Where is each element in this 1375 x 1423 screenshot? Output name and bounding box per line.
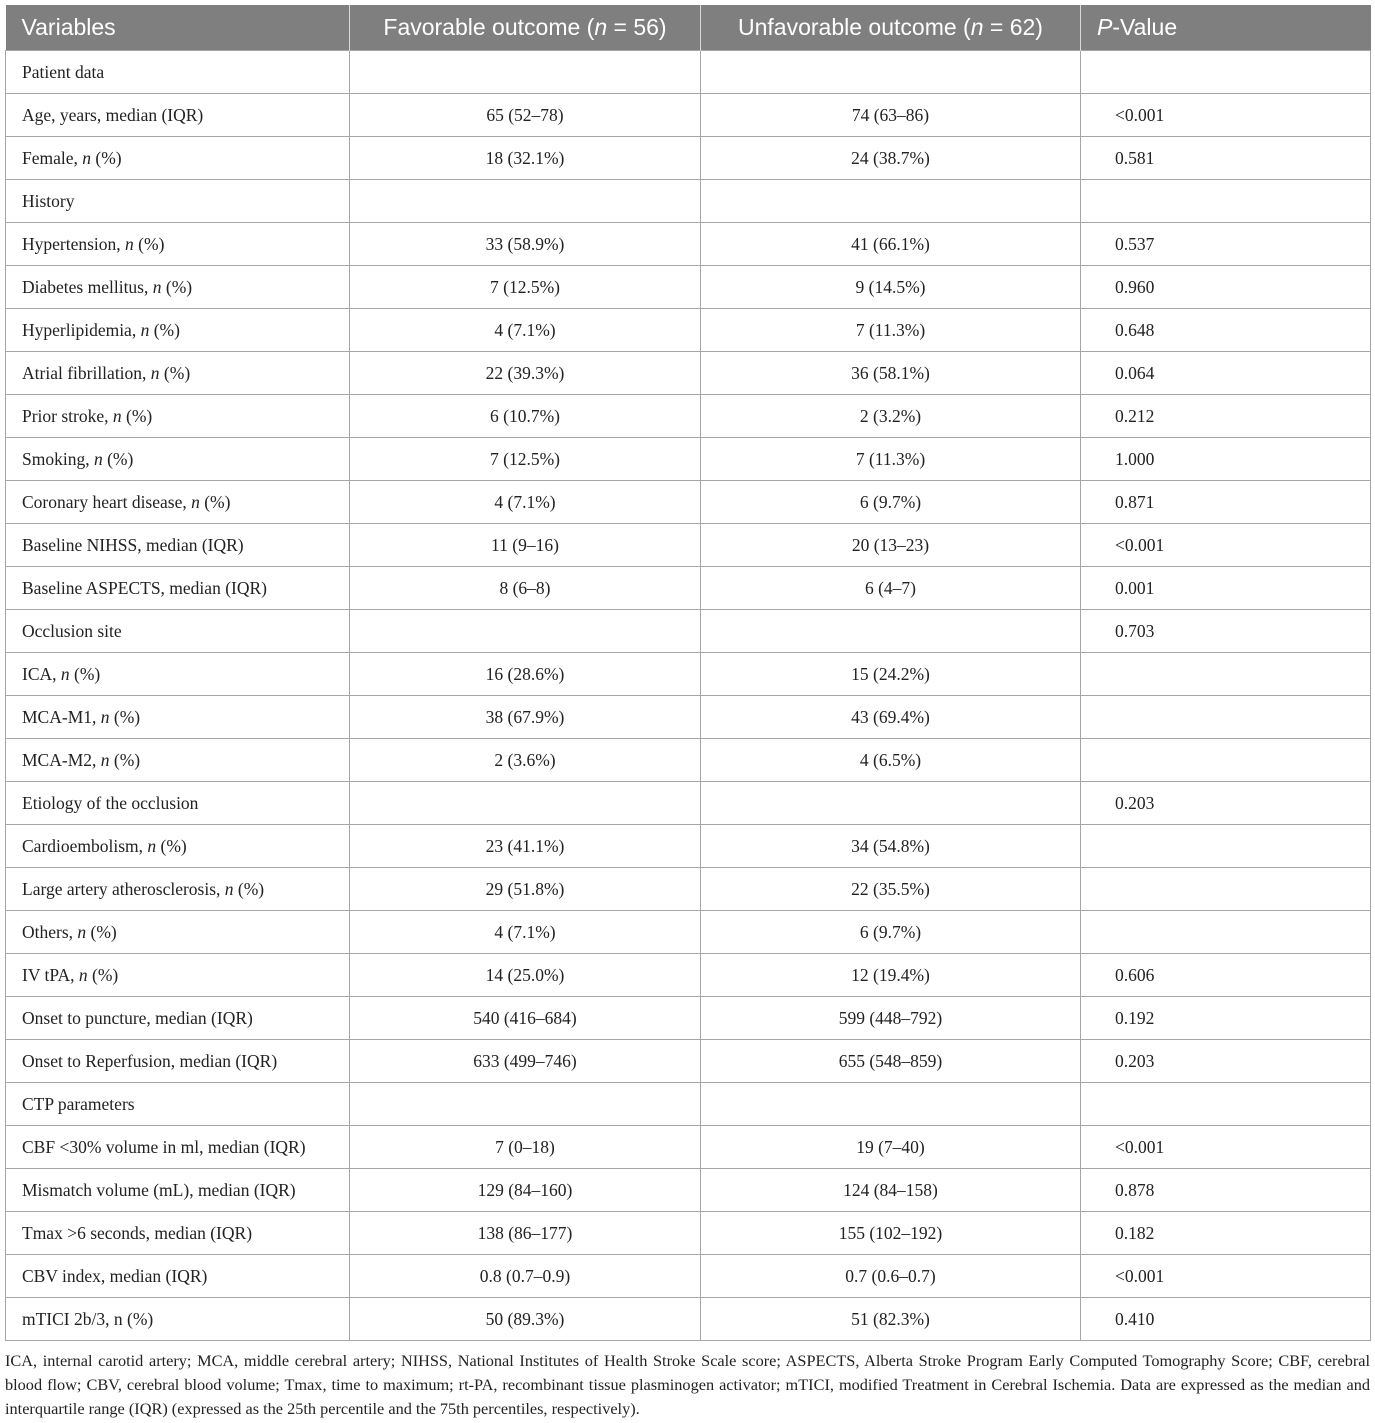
unfavorable-cell: 43 (69.4%) [701, 696, 1081, 739]
favorable-cell: 4 (7.1%) [350, 309, 701, 352]
p-value-cell: <0.001 [1081, 1126, 1371, 1169]
unfavorable-cell [701, 782, 1081, 825]
variable-cell: Onset to puncture, median (IQR) [6, 997, 350, 1040]
favorable-cell: 138 (86–177) [350, 1212, 701, 1255]
unfavorable-cell: 6 (9.7%) [701, 911, 1081, 954]
table-row [6, 524, 1371, 567]
table-row [6, 825, 1371, 868]
p-value-cell: 0.192 [1081, 997, 1371, 1040]
table-row [6, 954, 1371, 997]
p-value-cell: 0.703 [1081, 610, 1371, 653]
favorable-cell: 129 (84–160) [350, 1169, 701, 1212]
unfavorable-cell: 12 (19.4%) [701, 954, 1081, 997]
table-row [6, 739, 1371, 782]
variable-cell: Coronary heart disease, n (%) [6, 481, 350, 524]
p-value-cell: 0.960 [1081, 266, 1371, 309]
favorable-cell: 29 (51.8%) [350, 868, 701, 911]
unfavorable-cell [701, 610, 1081, 653]
unfavorable-cell: 74 (63–86) [701, 94, 1081, 137]
table-row [6, 696, 1371, 739]
variable-cell: CBV index, median (IQR) [6, 1255, 350, 1298]
p-value-cell [1081, 653, 1371, 696]
unfavorable-cell: 9 (14.5%) [701, 266, 1081, 309]
favorable-cell: 18 (32.1%) [350, 137, 701, 180]
p-value-cell [1081, 868, 1371, 911]
favorable-cell: 14 (25.0%) [350, 954, 701, 997]
table-row [6, 352, 1371, 395]
p-value-cell: 0.878 [1081, 1169, 1371, 1212]
favorable-cell: 633 (499–746) [350, 1040, 701, 1083]
unfavorable-cell: 6 (4–7) [701, 567, 1081, 610]
p-value-cell [1081, 51, 1371, 94]
unfavorable-cell: 655 (548–859) [701, 1040, 1081, 1083]
p-value-cell [1081, 911, 1371, 954]
variable-cell: ICA, n (%) [6, 653, 350, 696]
table-row [6, 653, 1371, 696]
table-footnote: ICA, internal carotid artery; MCA, middle cerebral artery; NIHSS, National Institutes of Health Stroke Scale score; ASPECTS, Alberta Stroke Program Early Computed Tomography Score; CBF, cerebral blood flow; CBV, cerebral blood volume; Tmax, time to maximum; rt-PA, recombinant tissue plasminogen activator; mTICI, modified Treatment in Cerebral Ischemia. Data are expressed as the median and interquartile range (IQR) (expressed as the 25th percentile and the 75th percentiles, respectively). [5, 1351, 1370, 1418]
variable-cell: Onset to Reperfusion, median (IQR) [6, 1040, 350, 1083]
favorable-cell: 0.8 (0.7–0.9) [350, 1255, 701, 1298]
variable-cell: Hyperlipidemia, n (%) [6, 309, 350, 352]
p-value-cell [1081, 180, 1371, 223]
unfavorable-cell: 599 (448–792) [701, 997, 1081, 1040]
favorable-cell: 23 (41.1%) [350, 825, 701, 868]
p-value-cell: 0.001 [1081, 567, 1371, 610]
p-value-cell: 0.871 [1081, 481, 1371, 524]
favorable-cell: 540 (416–684) [350, 997, 701, 1040]
table-row [6, 1212, 1371, 1255]
table-row [6, 309, 1371, 352]
favorable-cell: 16 (28.6%) [350, 653, 701, 696]
p-value-cell [1081, 1083, 1371, 1126]
table-row [6, 997, 1371, 1040]
table-container [5, 5, 1370, 1421]
table-row [6, 137, 1371, 180]
table-row [6, 266, 1371, 309]
p-value-cell: 0.212 [1081, 395, 1371, 438]
p-value-cell: 0.203 [1081, 782, 1371, 825]
variable-cell: Etiology of the occlusion [6, 782, 350, 825]
favorable-cell: 33 (58.9%) [350, 223, 701, 266]
favorable-cell [350, 782, 701, 825]
favorable-cell: 8 (6–8) [350, 567, 701, 610]
header-unfavorable: Unfavorable outcome (n = 62) [701, 5, 1081, 51]
table-row [6, 1083, 1371, 1126]
table-row [6, 567, 1371, 610]
unfavorable-cell: 34 (54.8%) [701, 825, 1081, 868]
unfavorable-cell: 6 (9.7%) [701, 481, 1081, 524]
unfavorable-cell: 0.7 (0.6–0.7) [701, 1255, 1081, 1298]
variable-cell: Patient data [6, 51, 350, 94]
table-row [6, 1169, 1371, 1212]
variable-cell: Others, n (%) [6, 911, 350, 954]
variable-cell: CBF <30% volume in ml, median (IQR) [6, 1126, 350, 1169]
favorable-cell: 50 (89.3%) [350, 1298, 701, 1341]
unfavorable-cell: 7 (11.3%) [701, 309, 1081, 352]
variable-cell: History [6, 180, 350, 223]
p-value-cell [1081, 696, 1371, 739]
variable-cell: mTICI 2b/3, n (%) [6, 1298, 350, 1341]
table-header-row [6, 5, 1371, 51]
p-value-cell: 0.064 [1081, 352, 1371, 395]
favorable-cell: 7 (0–18) [350, 1126, 701, 1169]
p-value-cell: 0.537 [1081, 223, 1371, 266]
p-value-cell: 0.581 [1081, 137, 1371, 180]
variable-cell: MCA-M2, n (%) [6, 739, 350, 782]
p-value-cell: 0.410 [1081, 1298, 1371, 1341]
variable-cell: Mismatch volume (mL), median (IQR) [6, 1169, 350, 1212]
variable-cell: Baseline ASPECTS, median (IQR) [6, 567, 350, 610]
variable-cell: Tmax >6 seconds, median (IQR) [6, 1212, 350, 1255]
header-p-value: P-Value [1081, 5, 1371, 51]
unfavorable-cell: 4 (6.5%) [701, 739, 1081, 782]
p-value-cell: 0.182 [1081, 1212, 1371, 1255]
p-value-cell: 1.000 [1081, 438, 1371, 481]
unfavorable-cell: 124 (84–158) [701, 1169, 1081, 1212]
table-row [6, 610, 1371, 653]
p-value-cell: <0.001 [1081, 524, 1371, 567]
table-row [6, 438, 1371, 481]
unfavorable-cell [701, 1083, 1081, 1126]
variable-cell: Hypertension, n (%) [6, 223, 350, 266]
table-row [6, 223, 1371, 266]
table-row [6, 1298, 1371, 1341]
header-variables: Variables [6, 5, 350, 51]
table-row [6, 1040, 1371, 1083]
p-value-cell: 0.648 [1081, 309, 1371, 352]
variable-cell: Occlusion site [6, 610, 350, 653]
variable-cell: IV tPA, n (%) [6, 954, 350, 997]
variable-cell: Diabetes mellitus, n (%) [6, 266, 350, 309]
p-value-cell [1081, 825, 1371, 868]
table-row [6, 1126, 1371, 1169]
unfavorable-cell: 41 (66.1%) [701, 223, 1081, 266]
p-value-cell: <0.001 [1081, 1255, 1371, 1298]
unfavorable-cell: 155 (102–192) [701, 1212, 1081, 1255]
favorable-cell: 7 (12.5%) [350, 266, 701, 309]
unfavorable-cell: 7 (11.3%) [701, 438, 1081, 481]
table-row [6, 180, 1371, 223]
unfavorable-cell: 2 (3.2%) [701, 395, 1081, 438]
unfavorable-cell: 51 (82.3%) [701, 1298, 1081, 1341]
header-favorable: Favorable outcome (n = 56) [350, 5, 701, 51]
variable-cell: Large artery atherosclerosis, n (%) [6, 868, 350, 911]
favorable-cell [350, 180, 701, 223]
table-row [6, 782, 1371, 825]
unfavorable-cell: 36 (58.1%) [701, 352, 1081, 395]
p-value-cell [1081, 739, 1371, 782]
favorable-cell [350, 1083, 701, 1126]
table-row [6, 868, 1371, 911]
variable-cell: Baseline NIHSS, median (IQR) [6, 524, 350, 567]
variable-cell: Cardioembolism, n (%) [6, 825, 350, 868]
characteristics-table [5, 5, 1371, 1341]
favorable-cell: 4 (7.1%) [350, 911, 701, 954]
unfavorable-cell: 22 (35.5%) [701, 868, 1081, 911]
table-row [6, 94, 1371, 137]
p-value-cell: <0.001 [1081, 94, 1371, 137]
favorable-cell: 7 (12.5%) [350, 438, 701, 481]
favorable-cell [350, 51, 701, 94]
favorable-cell: 22 (39.3%) [350, 352, 701, 395]
favorable-cell: 11 (9–16) [350, 524, 701, 567]
p-value-cell: 0.606 [1081, 954, 1371, 997]
favorable-cell: 6 (10.7%) [350, 395, 701, 438]
variable-cell: CTP parameters [6, 1083, 350, 1126]
variable-cell: Prior stroke, n (%) [6, 395, 350, 438]
unfavorable-cell: 20 (13–23) [701, 524, 1081, 567]
favorable-cell: 65 (52–78) [350, 94, 701, 137]
unfavorable-cell [701, 51, 1081, 94]
table-row [6, 1255, 1371, 1298]
unfavorable-cell [701, 180, 1081, 223]
table-row [6, 51, 1371, 94]
favorable-cell: 38 (67.9%) [350, 696, 701, 739]
variable-cell: Female, n (%) [6, 137, 350, 180]
favorable-cell: 4 (7.1%) [350, 481, 701, 524]
favorable-cell: 2 (3.6%) [350, 739, 701, 782]
variable-cell: Age, years, median (IQR) [6, 94, 350, 137]
table-row [6, 481, 1371, 524]
unfavorable-cell: 19 (7–40) [701, 1126, 1081, 1169]
variable-cell: MCA-M1, n (%) [6, 696, 350, 739]
unfavorable-cell: 24 (38.7%) [701, 137, 1081, 180]
table-row [6, 911, 1371, 954]
table-row [6, 395, 1371, 438]
p-value-cell: 0.203 [1081, 1040, 1371, 1083]
variable-cell: Atrial fibrillation, n (%) [6, 352, 350, 395]
unfavorable-cell: 15 (24.2%) [701, 653, 1081, 696]
favorable-cell [350, 610, 701, 653]
variable-cell: Smoking, n (%) [6, 438, 350, 481]
